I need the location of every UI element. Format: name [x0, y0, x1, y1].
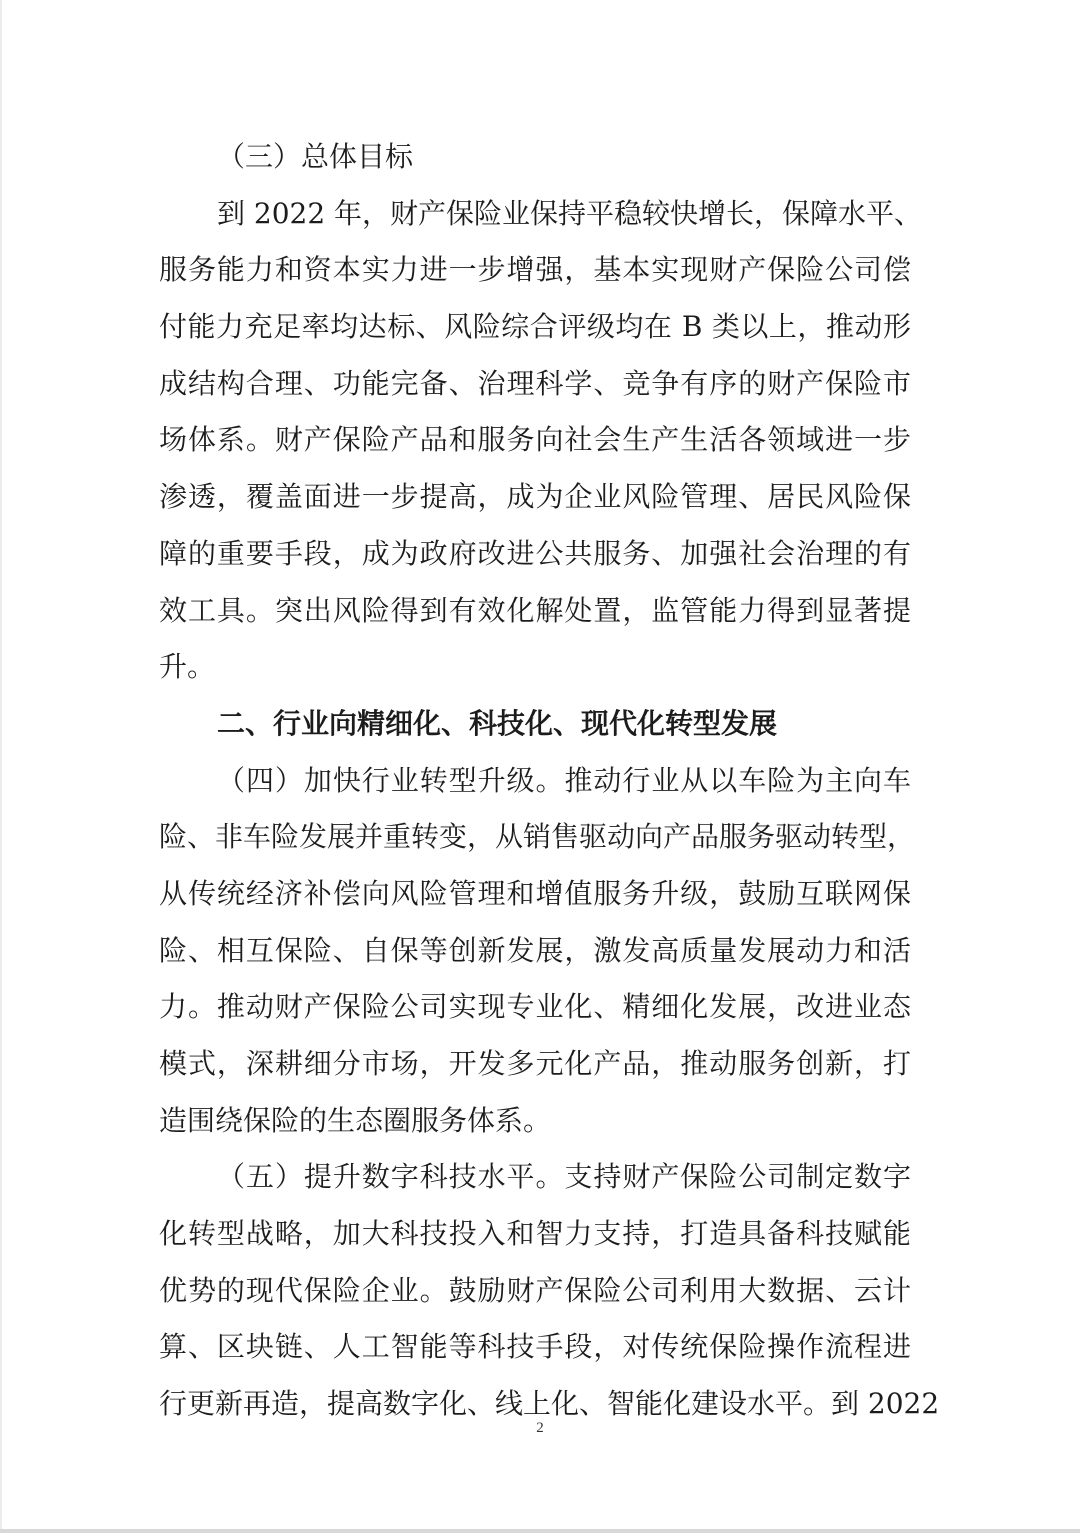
page-number: 2: [536, 1420, 544, 1436]
paragraph-line: 成结构合理、功能完备、治理科学、竞争有序的财产保险市: [159, 366, 911, 400]
section-heading-overall-goal: （三）总体目标: [217, 140, 414, 173]
paragraph-line: 服务能力和资本实力进一步增强，基本实现财产保险公司偿: [159, 253, 911, 287]
paragraph-line: 力。推动财产保险公司实现专业化、精细化发展，改进业态: [159, 990, 911, 1024]
paragraph-line: 算、区块链、人工智能等科技手段，对传统保险操作流程进: [159, 1330, 911, 1364]
page-bottom-edge: [0, 1529, 1080, 1533]
paragraph-line: 渗透，覆盖面进一步提高，成为企业风险管理、居民风险保: [159, 480, 911, 514]
paragraph-line: 场体系。财产保险产品和服务向社会生产生活各领域进一步: [159, 423, 911, 457]
paragraph-line: 升。: [159, 650, 216, 684]
paragraph-line: 模式，深耕细分市场，开发多元化产品，推动服务创新，打: [159, 1047, 911, 1080]
paragraph-line: 从传统经济补偿向风险管理和增值服务升级，鼓励互联网保: [159, 876, 911, 910]
paragraph-line: 险、非车险发展并重转变，从销售驱动向产品服务驱动转型，: [159, 820, 916, 854]
paragraph-line: 障的重要手段，成为政府改进公共服务、加强社会治理的有: [159, 536, 911, 570]
paragraph-line: （五）提升数字科技水平。支持财产保险公司制定数字: [217, 1160, 911, 1194]
chapter-heading: 二、行业向精细化、科技化、现代化转型发展: [217, 706, 778, 740]
paragraph-line: 到 2022 年，财产保险业保持平稳较快增长，保障水平、: [217, 196, 923, 230]
document-body: [159, 129, 940, 1433]
paragraph-line: 化转型战略，加大科技投入和智力支持，打造具备科技赋能: [159, 1217, 911, 1251]
paragraph-line: 付能力充足率均达标、风险综合评级均在 B 类以上，推动形: [159, 310, 911, 344]
paragraph-line: 险、相互保险、自保等创新发展，激发高质量发展动力和活: [159, 933, 911, 967]
paragraph-line: 效工具。突出风险得到有效化解处置，监管能力得到显著提: [159, 593, 911, 627]
paragraph-line: （四）加快行业转型升级。推动行业从以车险为主向车: [217, 763, 911, 797]
paragraph-line: 行更新再造，提高数字化、线上化、智能化建设水平。到 2022: [159, 1387, 940, 1421]
page-left-edge: [0, 0, 2, 1533]
paragraph-line: 造围绕保险的生态圈服务体系。: [159, 1103, 552, 1137]
paragraph-line: 优势的现代保险企业。鼓励财产保险公司利用大数据、云计: [159, 1273, 911, 1307]
